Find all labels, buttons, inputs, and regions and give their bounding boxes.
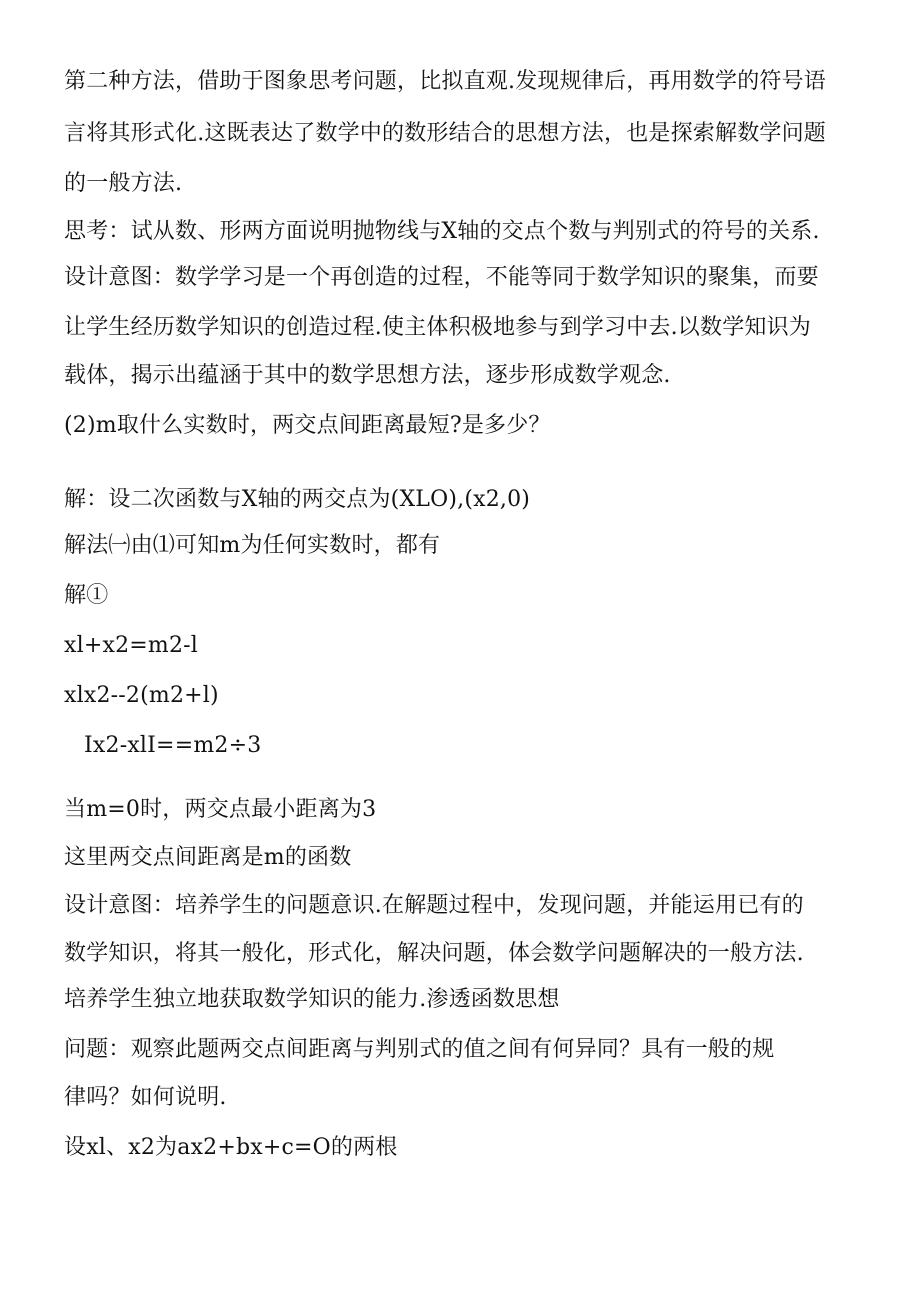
text-line: 这里两交点间距离是m的函数	[64, 845, 352, 870]
text-line: 解法㈠由⑴可知m为任何实数时，都有	[64, 533, 441, 558]
text-line: 设xl、x2为ax2+bx+c=O的两根	[64, 1135, 398, 1160]
text-line: 律吗？如何说明.	[64, 1085, 227, 1110]
text-line: 培养学生独立地获取数学知识的能力.渗透函数思想	[64, 987, 560, 1012]
text-line: 数学知识，将其一般化，形式化，解决问题，体会数学问题解决的一般方法.	[64, 941, 804, 966]
text-line: 的一般方法.	[64, 171, 183, 196]
text-line: (2)m取什么实数时，两交点间距离最短?是多少？	[64, 413, 551, 438]
text-line: 思考：试从数、形两方面说明抛物线与X轴的交点个数与判别式的符号的关系.	[64, 219, 820, 244]
text-line: 设计意图：数学学习是一个再创造的过程，不能等同于数学知识的聚集，而要	[64, 265, 819, 290]
text-line: 设计意图：培养学生的问题意识.在解题过程中，发现问题，并能运用已有的	[64, 893, 804, 918]
text-line: 载体，揭示出蕴涵于其中的数学思想方法，逐步形成数学观念.	[64, 363, 671, 388]
text-line: 第二种方法，借助于图象思考问题，比拟直观.发现规律后，再用数学的符号语	[64, 69, 826, 94]
text-line: 解：设二次函数与X轴的两交点为(XLO),(x2,0)	[64, 487, 531, 512]
text-line: 言将其形式化.这既表达了数学中的数形结合的思想方法，也是探索解数学问题	[64, 121, 826, 146]
text-line: 解①	[64, 583, 109, 608]
text-line: xlx2--2(m2+l)	[64, 683, 219, 708]
text-line: Ix2-xlI==m2÷3	[84, 733, 262, 758]
text-line: xl+x2=m2-l	[64, 633, 199, 658]
text-line: 当m=0时，两交点最小距离为3	[64, 797, 377, 822]
text-line: 问题：观察此题两交点间距离与判别式的值之间有何异同？具有一般的规	[64, 1037, 775, 1062]
text-line: 让学生经历数学知识的创造过程.使主体积极地参与到学习中去.以数学知识为	[64, 315, 811, 340]
